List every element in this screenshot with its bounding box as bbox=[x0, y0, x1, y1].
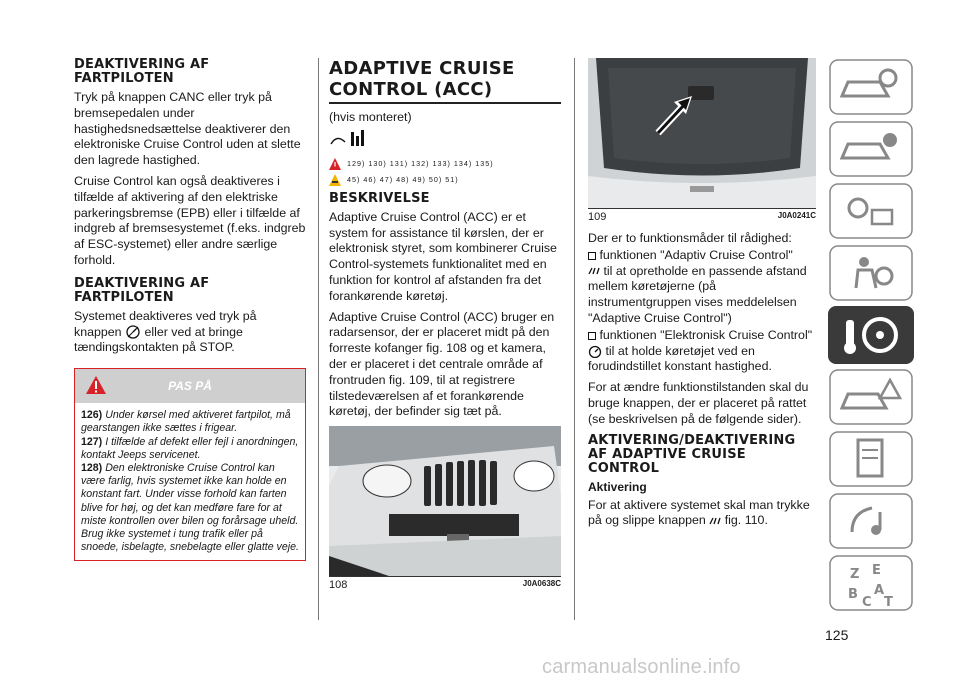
warning-item-number: 126) bbox=[81, 409, 103, 422]
column-left bbox=[74, 58, 306, 561]
figure-caption bbox=[588, 211, 816, 223]
warning-item bbox=[81, 436, 299, 462]
warning-item bbox=[81, 462, 299, 554]
warning-header bbox=[75, 369, 305, 403]
warning-refs-row bbox=[329, 158, 561, 170]
paragraph-text: fig. 110. bbox=[724, 513, 768, 528]
paragraph: Adaptive Cruise Control (ACC) er et system for assistance til kørslen, der er elektronisk styret, som kombinerer Cruise Control-systemets funktionalitet med en funktion for kontrol af afstanden fra det forankørende køretøj. bbox=[329, 209, 557, 303]
warning-triangle-icon bbox=[329, 158, 341, 170]
note: (hvis monteret) bbox=[329, 110, 412, 124]
alphabet-index-icon bbox=[828, 554, 914, 612]
sidebar-tab-in-emergency[interactable] bbox=[828, 368, 914, 426]
svg-text:T: T bbox=[884, 595, 893, 610]
page-title: ADAPTIVE CRUISE CONTROL (ACC) bbox=[329, 58, 515, 100]
svg-text:C: C bbox=[862, 595, 872, 610]
warning-body bbox=[75, 403, 305, 560]
windshield-camera-image bbox=[588, 58, 816, 208]
paragraph: Cruise Control kan også deaktiveres i tilfælde af aktivering af den elektriske parkeringsbremse (EPB) eller i tilfælde af indgreb af bremsesystemet (f.eks. indgreb af ESC-systemet) eller andre særlige forhold. bbox=[74, 173, 306, 267]
sun-envelope-icon bbox=[828, 182, 914, 240]
sidebar-tab-index[interactable] bbox=[828, 554, 914, 612]
caution-refs-row bbox=[329, 174, 561, 186]
warning-item-number: 127) bbox=[81, 435, 103, 448]
column-middle bbox=[329, 58, 561, 599]
bullet-text: til at opretholde en passende afstand mellem køretøjerne (på instrumentgruppen vises meddelelsen "Adaptive Cruise Control") bbox=[588, 263, 807, 325]
section-heading: AKTIVERING/DEAKTIVERING AF ADAPTIVE CRUISE CONTROL bbox=[588, 432, 796, 476]
paragraph: Tryk på knappen CANC eller tryk på bremsepedalen under hastighedsnedsættelse deaktiverer den elektroniske Cruise Control uden at slette den lagrede hastighed. bbox=[74, 90, 301, 168]
sidebar-tab-vehicle-overview[interactable] bbox=[828, 58, 914, 116]
svg-text:B: B bbox=[848, 587, 858, 602]
paragraph: Der er to funktionsmåder til rådighed: bbox=[588, 231, 792, 245]
svg-text:E: E bbox=[872, 563, 881, 578]
figure-code: J0A0638C bbox=[522, 579, 561, 589]
paragraph: For at ændre funktionstilstanden skal du bruge knappen, der er placeret på rattet (se beskrivelsen på de følgende sider). bbox=[588, 380, 809, 426]
paragraph-text: eller ved at bringe tændingskontakten på STOP. bbox=[74, 324, 243, 355]
column-divider bbox=[574, 58, 575, 620]
sidebar-tab-instrument-panel[interactable] bbox=[828, 182, 914, 240]
watermark: carmanualsonline.info bbox=[542, 656, 741, 678]
figure-number: 108 bbox=[329, 579, 348, 592]
key-steering-wheel-icon bbox=[828, 306, 914, 364]
paragraph-text: For at aktivere systemet skal man trykke på og slippe knappen bbox=[588, 497, 810, 528]
figure-code: J0A0241C bbox=[777, 211, 816, 220]
bullet-item bbox=[588, 248, 816, 327]
warning-refs: 129) 130) 131) 132) 133) 134) 135) bbox=[347, 159, 494, 169]
title-rule bbox=[329, 102, 561, 104]
bullet-square-icon bbox=[588, 332, 596, 340]
warning-item-text: Under kørsel med aktiveret fartpilot, må gearstangen ikke sættes i frigear. bbox=[81, 409, 291, 435]
paragraph bbox=[74, 309, 306, 356]
bullet-text: til at holde køretøjet ved en forudindstillet konstant hastighed. bbox=[588, 343, 772, 374]
paragraph bbox=[588, 498, 816, 530]
paragraph-text: Systemet deaktiveres ved tryk på knappen bbox=[74, 308, 257, 339]
sidebar-tab-multimedia[interactable] bbox=[828, 492, 914, 550]
section-heading: DEAKTIVERING AF FARTPILOTEN bbox=[74, 57, 210, 86]
warning-item bbox=[81, 409, 299, 435]
sidebar-tab-knowing-vehicle[interactable] bbox=[828, 120, 914, 178]
car-warning-icon bbox=[828, 368, 914, 426]
svg-text:Z: Z bbox=[850, 567, 860, 582]
warning-box bbox=[74, 368, 306, 561]
figure-number: 109 bbox=[588, 211, 607, 223]
figure-108 bbox=[329, 426, 561, 577]
warning-item-text: Den elektroniske Cruise Control kan være farlig, hvis systemet ikke kan holde en konstant fart. Under visse forhold kan farten blive for høj, og det kan medføre fare for at miste kontrollen over bilen og forårsage uheld. Brug ikke systemet i tung trafik eller på snoede, isbelagte, snebelagte eller glatte veje. bbox=[81, 461, 299, 554]
svg-text:A: A bbox=[874, 583, 885, 598]
speedometer-icon bbox=[588, 345, 602, 358]
acc-distance-icon bbox=[709, 516, 721, 526]
caution-refs: 45) 46) 47) 48) 49) 50) 51) bbox=[347, 175, 459, 185]
section-heading: BESKRIVELSE bbox=[329, 190, 430, 206]
vehicle-front-image bbox=[329, 426, 561, 576]
car-info-icon bbox=[828, 120, 914, 178]
column-divider bbox=[318, 58, 319, 620]
sidebar-tab-servicing[interactable] bbox=[828, 430, 914, 488]
page-number: 125 bbox=[825, 627, 849, 643]
paragraph: Adaptive Cruise Control (ACC) bruger en radarsensor, der er placeret midt på den forreste kofanger fig. 108 og et kamera, der er placeret i det centrale område af frontruden fig. 109, til at registrere tilstedeværelsen af et forankørende køretøj, der befinder sig tæt på. bbox=[329, 309, 555, 419]
acc-distance-icon bbox=[588, 266, 600, 276]
sidebar-tab-starting-driving[interactable] bbox=[828, 306, 914, 364]
bullet-text: funktionen "Elektronisk Cruise Control" bbox=[599, 327, 813, 342]
checklist-icon bbox=[828, 430, 914, 488]
music-signal-icon bbox=[828, 492, 914, 550]
subheading: Aktivering bbox=[588, 479, 647, 494]
warning-item-number: 128) bbox=[81, 461, 103, 474]
equipment-symbol-icon bbox=[329, 128, 369, 150]
car-search-icon bbox=[828, 58, 914, 116]
warning-title: PAS PÅ bbox=[168, 379, 212, 394]
section-heading: DEAKTIVERING AF FARTPILOTEN bbox=[74, 275, 210, 305]
figure-109 bbox=[588, 58, 816, 209]
bullet-square-icon bbox=[588, 252, 596, 260]
sidebar-tab-safety[interactable] bbox=[828, 244, 914, 302]
bullet-item bbox=[588, 328, 816, 375]
caution-triangle-icon bbox=[329, 174, 341, 186]
seatbelt-icon bbox=[828, 244, 914, 302]
bullet-text: funktionen "Adaptiv Cruise Control" bbox=[599, 247, 793, 262]
warning-item-text: I tilfælde af defekt eller fejl i anordningen, kontakt Jeeps servicenet. bbox=[81, 435, 299, 461]
column-right bbox=[588, 58, 816, 534]
figure-caption bbox=[329, 579, 561, 591]
speedometer-off-icon bbox=[125, 325, 141, 339]
